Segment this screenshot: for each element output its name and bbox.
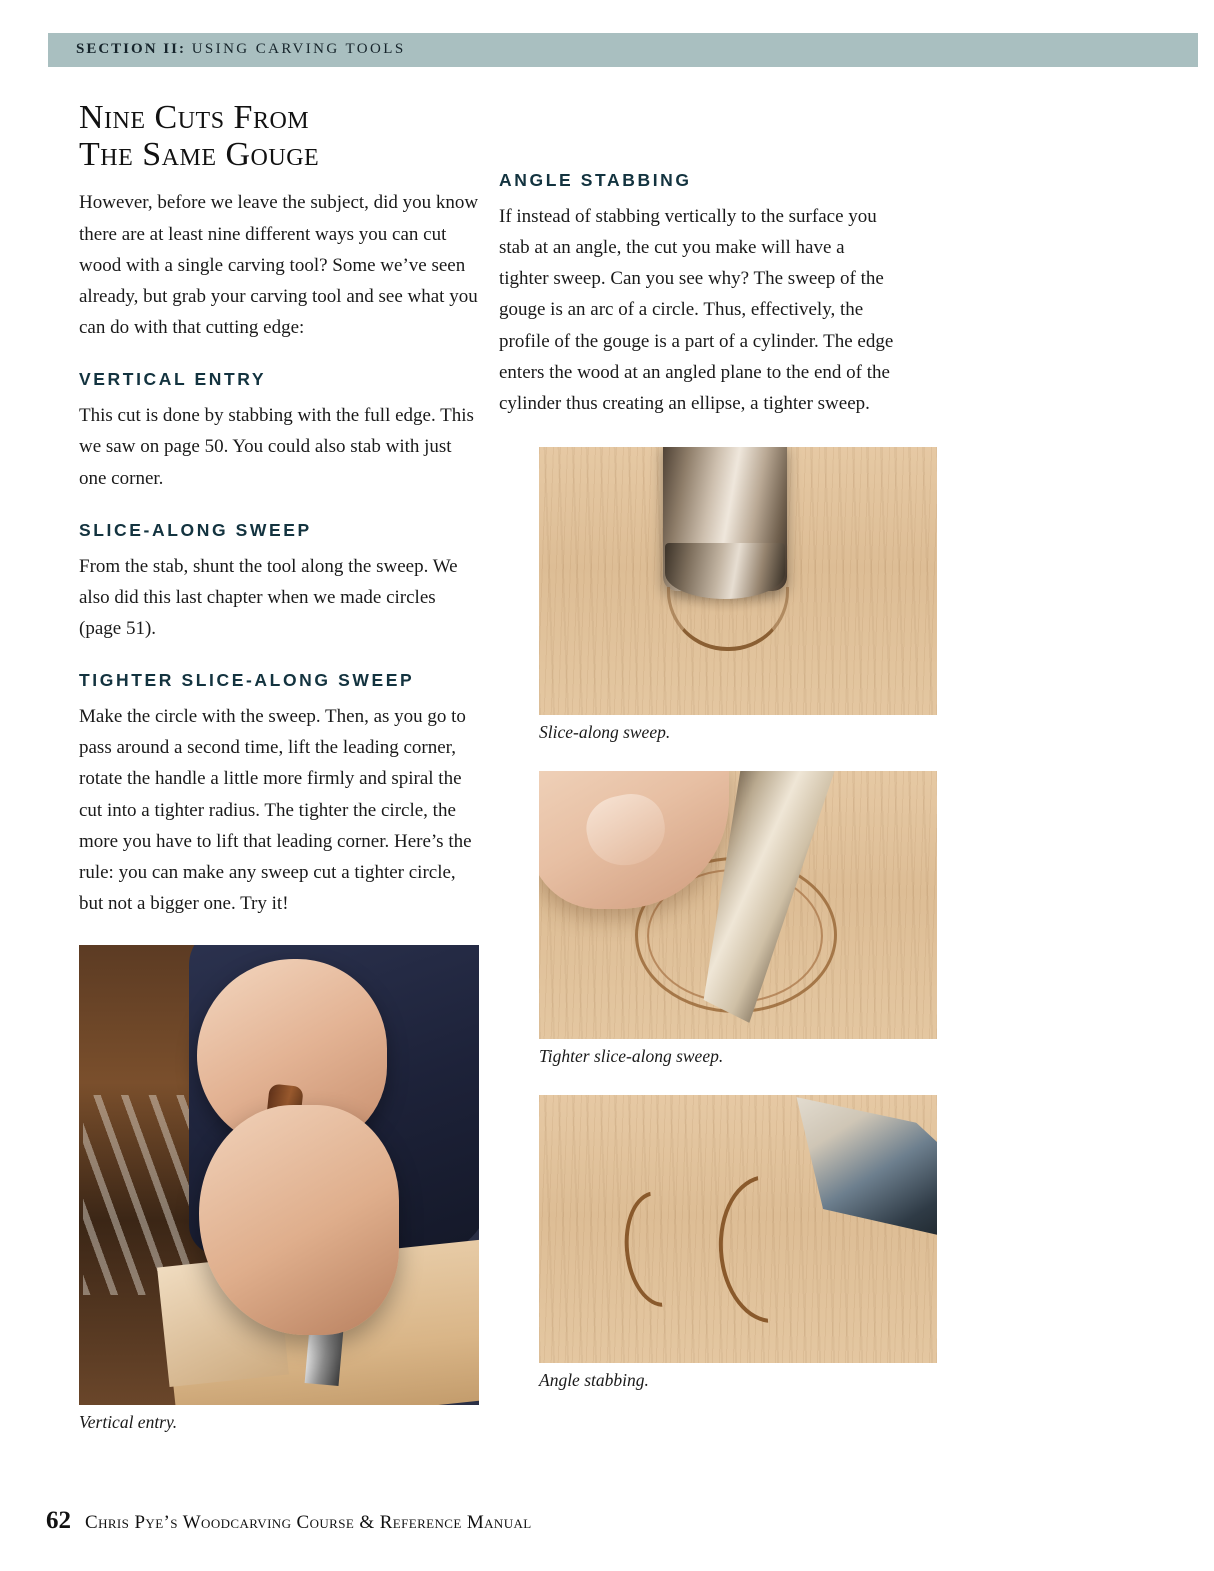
heading-angle-stabbing: ANGLE STABBING	[499, 170, 692, 190]
caption-angle-stabbing: Angle stabbing.	[539, 1370, 649, 1391]
photo-gouge-blade	[756, 1095, 937, 1263]
page-title-line-1: Nine Cuts From	[79, 99, 310, 136]
page-title	[79, 100, 479, 173]
footer-book-title: Chris Pye’s Woodcarving Course & Reference Manual	[85, 1512, 532, 1533]
left-column	[79, 100, 479, 1433]
right-column	[499, 170, 897, 1407]
photo-slice-along-sweep	[539, 447, 937, 715]
figure-angle-stabbing	[539, 1095, 857, 1391]
caption-slice-along-sweep: Slice-along sweep.	[539, 722, 671, 743]
paragraph-slice-along-sweep: From the stab, shunt the tool along the sweep. We also did this last chapter when we made circles (page 51).	[79, 555, 458, 639]
photo-vertical-entry	[79, 945, 479, 1405]
photo-crescent-cut	[667, 587, 789, 651]
photo-tighter-slice-along-sweep	[539, 771, 937, 1039]
heading-slice-along-sweep: SLICE-ALONG SWEEP	[79, 519, 312, 540]
figure-tighter-slice-along-sweep	[539, 771, 857, 1067]
photo-crescent-cut-large	[714, 1172, 824, 1327]
figure-slice-along-sweep	[539, 447, 857, 743]
paragraph-angle-stabbing: If instead of stabbing vertically to the surface you stab at an angle, the cut you make will have a tighter sweep. Can you see why? The sweep of the gouge is an arc of a circle. Thus, effectively, the profile of the gouge is a part of a cylinder. The edge enters the wood at an angled plane to the end of the cylinder thus creating an ellipse, a tighter sweep.	[499, 206, 894, 414]
heading-tighter-slice-along-sweep: TIGHTER SLICE-ALONG SWEEP	[79, 670, 415, 691]
caption-tighter-slice-along-sweep: Tighter slice-along sweep.	[539, 1046, 724, 1067]
figure-vertical-entry	[79, 945, 479, 1433]
page-number: 62	[46, 1507, 71, 1534]
running-header	[76, 41, 406, 58]
running-header-section-label: SECTION II:	[76, 41, 186, 57]
heading-vertical-entry: VERTICAL ENTRY	[79, 369, 267, 390]
paragraph-tighter-slice-along-sweep: Make the circle with the sweep. Then, as you go to pass around a second time, lift the leading corner, rotate the handle a little more firmly and spiral the cut into a tighter radius. The tighter the circle, the more you have to lift that leading corner. Here’s the rule: you can make any sweep cut a tighter circle, but not a bigger one. Try it!	[79, 706, 472, 915]
page-footer	[46, 1507, 532, 1535]
caption-vertical-entry: Vertical entry.	[79, 1412, 178, 1433]
intro-paragraph: However, before we leave the subject, did you know there are at least nine different ways you can cut wood with a single carving tool? Some we’ve seen already, but grab your carving tool and see what you can do with that cutting edge:	[79, 192, 479, 339]
paragraph-vertical-entry: This cut is done by stabbing with the full edge. This we saw on page 50. You could also stab with just one corner.	[79, 405, 474, 489]
running-header-section-title: USING CARVING TOOLS	[191, 41, 406, 57]
page-title-line-2: The Same Gouge	[79, 135, 320, 173]
photo-crescent-cut-small	[619, 1188, 699, 1310]
photo-angle-stabbing	[539, 1095, 937, 1363]
